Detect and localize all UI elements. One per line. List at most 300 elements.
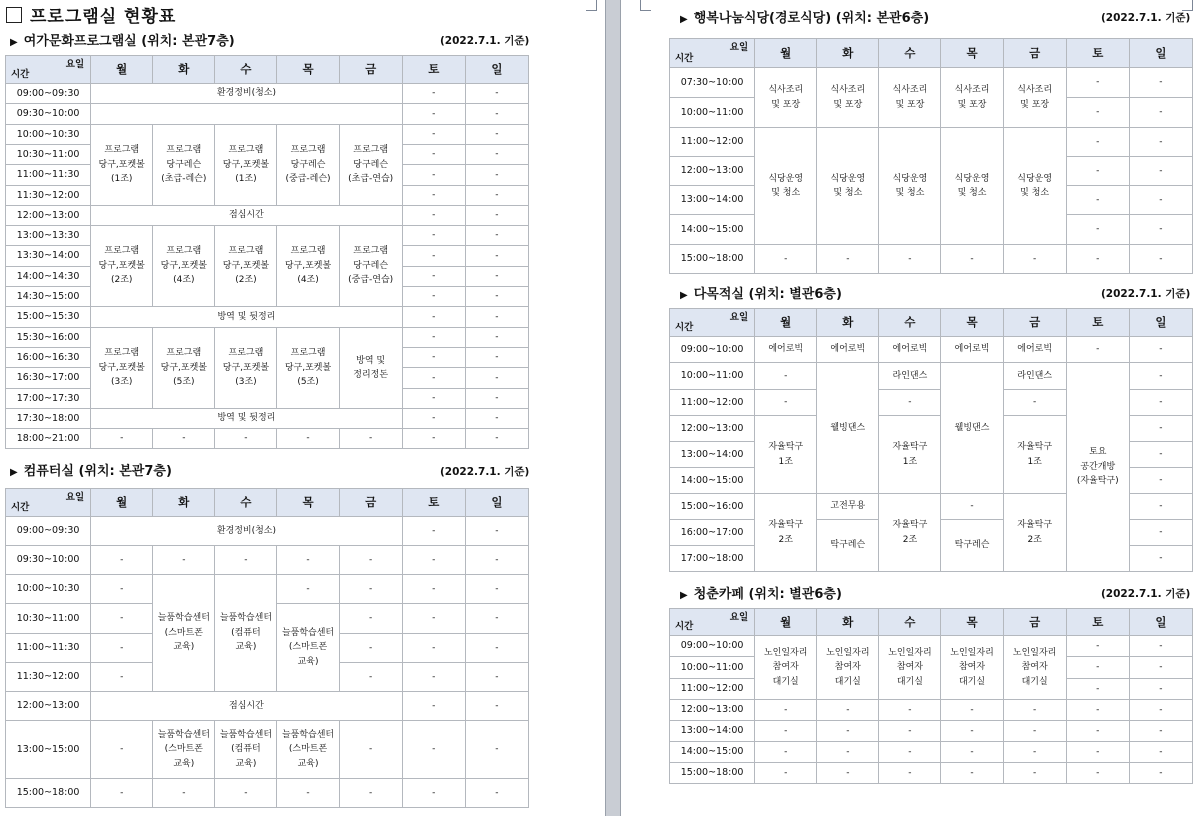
program-cell: 프로그램 당구레슨 (중급-연습) bbox=[339, 226, 402, 307]
dining-cell: 식당운영 및 청소 bbox=[879, 128, 941, 245]
program-cell: 에어로빅 bbox=[879, 337, 941, 363]
empty-cell: - bbox=[755, 390, 817, 416]
corner-header-cell bbox=[670, 309, 755, 337]
empty-cell: - bbox=[465, 779, 528, 808]
empty-cell: - bbox=[465, 546, 528, 575]
time-cell: 11:00~12:00 bbox=[670, 128, 755, 157]
day-header: 금 bbox=[1003, 39, 1066, 68]
time-axis-label: 시간 bbox=[675, 321, 694, 333]
program-cell: 프로그램 당구,포켓볼 (2조) bbox=[215, 226, 277, 307]
program-cell: 프로그램 당구,포켓볼 (3조) bbox=[91, 328, 153, 409]
empty-cell: - bbox=[465, 145, 528, 165]
learning-center-cell: 늘품학습센터 (스마트폰 교육) bbox=[277, 721, 339, 779]
empty-cell: - bbox=[1066, 721, 1129, 742]
empty-cell: - bbox=[941, 245, 1003, 274]
empty-cell: - bbox=[465, 721, 528, 779]
empty-cell: - bbox=[1129, 98, 1192, 128]
empty-cell: - bbox=[817, 763, 879, 784]
empty-cell: - bbox=[465, 267, 528, 287]
table-row bbox=[670, 337, 1193, 363]
empty-cell: - bbox=[465, 84, 528, 104]
program-cell: 프로그램 당구,포켓볼 (4조) bbox=[153, 226, 215, 307]
day-header: 화 bbox=[817, 309, 879, 337]
empty-cell: - bbox=[1003, 245, 1066, 274]
empty-cell: - bbox=[1066, 679, 1129, 700]
day-header: 토 bbox=[1066, 609, 1129, 636]
empty-cell: - bbox=[339, 663, 402, 692]
empty-cell: - bbox=[91, 634, 153, 663]
empty-cell: - bbox=[1129, 657, 1192, 679]
cafe-date: (2022.7.1. 기준) bbox=[1101, 588, 1191, 600]
empty-cell: - bbox=[465, 125, 528, 145]
empty-cell: - bbox=[1066, 68, 1129, 98]
time-cell: 14:00~15:00 bbox=[670, 468, 755, 494]
learning-center-cell: 늘품학습센터 (컴퓨터 교육) bbox=[215, 575, 277, 692]
day-header: 금 bbox=[1003, 309, 1066, 337]
empty-cell: - bbox=[402, 328, 465, 348]
time-cell: 10:00~10:30 bbox=[6, 125, 91, 145]
empty-cell: - bbox=[339, 634, 402, 663]
time-cell: 14:00~14:30 bbox=[6, 267, 91, 287]
crop-mark bbox=[586, 0, 597, 11]
empty-cell: - bbox=[465, 226, 528, 246]
day-header: 수 bbox=[215, 56, 277, 84]
program-cell: 자율탁구 1조 bbox=[755, 416, 817, 494]
empty-cell: - bbox=[402, 186, 465, 206]
program-cell: 라인댄스 bbox=[879, 363, 941, 390]
waiting-room-cell: 노인일자리 참여자 대기실 bbox=[879, 636, 941, 700]
cooking-cell: 식사조리 및 포장 bbox=[941, 68, 1003, 128]
empty-cell: - bbox=[465, 429, 528, 449]
table-row bbox=[670, 363, 1193, 390]
day-axis-label: 요일 bbox=[65, 59, 85, 70]
empty-cell: - bbox=[465, 517, 528, 546]
day-header: 토 bbox=[1066, 309, 1129, 337]
empty-cell: - bbox=[402, 226, 465, 246]
empty-cell: - bbox=[1066, 700, 1129, 721]
empty-cell: - bbox=[879, 245, 941, 274]
day-header: 화 bbox=[817, 609, 879, 636]
empty-cell: - bbox=[402, 663, 465, 692]
table-row bbox=[6, 125, 529, 145]
empty-cell: - bbox=[402, 125, 465, 145]
dining-cell: 식당운영 및 청소 bbox=[941, 128, 1003, 245]
empty-cell: - bbox=[402, 84, 465, 104]
cooking-cell: 식사조리 및 포장 bbox=[817, 68, 879, 128]
empty-cell: - bbox=[339, 575, 402, 604]
table-row bbox=[670, 245, 1193, 274]
empty-cell: - bbox=[277, 429, 339, 449]
table-row bbox=[670, 636, 1193, 657]
day-axis-label: 요일 bbox=[729, 312, 749, 323]
empty-cell: - bbox=[277, 546, 339, 575]
empty-cell: - bbox=[465, 575, 528, 604]
time-cell: 10:30~11:00 bbox=[6, 604, 91, 634]
program-cell: 에어로빅 bbox=[817, 337, 879, 363]
table-row bbox=[6, 409, 529, 429]
table-row bbox=[6, 328, 529, 348]
empty-cell: - bbox=[402, 368, 465, 389]
empty-cell: - bbox=[1066, 657, 1129, 679]
empty-cell: - bbox=[153, 779, 215, 808]
empty-cell: - bbox=[1129, 186, 1192, 215]
corner-header-cell bbox=[6, 56, 91, 84]
day-header: 일 bbox=[1129, 609, 1192, 636]
empty-cell: - bbox=[465, 604, 528, 634]
empty-cell: - bbox=[1129, 390, 1192, 416]
empty-cell: - bbox=[153, 546, 215, 575]
day-header: 월 bbox=[755, 39, 817, 68]
empty-cell: - bbox=[1066, 157, 1129, 186]
program-cell: 프로그램 당구레슨 (초급-연습) bbox=[339, 125, 402, 206]
empty-cell: - bbox=[1129, 700, 1192, 721]
time-cell: 17:00~18:00 bbox=[670, 546, 755, 572]
day-header: 수 bbox=[879, 609, 941, 636]
time-cell: 17:30~18:00 bbox=[6, 409, 91, 429]
cafe-title: ▶ 청춘카페 (위치: 별관6층) bbox=[680, 587, 842, 602]
corner-header-cell bbox=[670, 609, 755, 636]
time-cell: 13:30~14:00 bbox=[6, 246, 91, 267]
empty-cell: - bbox=[879, 721, 941, 742]
empty-cell: - bbox=[1003, 763, 1066, 784]
time-cell: 12:00~13:00 bbox=[6, 206, 91, 226]
table-row bbox=[6, 517, 529, 546]
empty-cell: - bbox=[91, 721, 153, 779]
table-row bbox=[6, 84, 529, 104]
empty-cell: - bbox=[402, 145, 465, 165]
program-cell: 자율탁구 1조 bbox=[879, 416, 941, 494]
empty-cell: - bbox=[465, 409, 528, 429]
empty-cell: - bbox=[402, 246, 465, 267]
time-axis-label: 시간 bbox=[11, 501, 30, 513]
time-axis-label: 시간 bbox=[675, 52, 694, 64]
program-cell: 프로그램 당구,포켓볼 (1조) bbox=[215, 125, 277, 206]
learning-center-cell: 늘품학습센터 (스마트폰 교육) bbox=[277, 604, 339, 692]
empty-cell: - bbox=[941, 763, 1003, 784]
blank-cell bbox=[91, 104, 403, 125]
empty-cell: - bbox=[91, 604, 153, 634]
empty-cell: - bbox=[1129, 763, 1192, 784]
program-cell: 탁구레슨 bbox=[941, 520, 1003, 572]
empty-cell: - bbox=[402, 348, 465, 368]
time-cell: 13:00~13:30 bbox=[6, 226, 91, 246]
empty-cell: - bbox=[755, 363, 817, 390]
time-cell: 10:30~11:00 bbox=[6, 145, 91, 165]
checkbox-icon bbox=[6, 7, 22, 23]
day-header: 수 bbox=[879, 309, 941, 337]
empty-cell: - bbox=[402, 517, 465, 546]
empty-cell: - bbox=[339, 779, 402, 808]
program-cell: 프로그램 당구레슨 (중급-레슨) bbox=[277, 125, 339, 206]
empty-cell: - bbox=[465, 634, 528, 663]
table-row bbox=[6, 779, 529, 808]
empty-cell: - bbox=[215, 779, 277, 808]
day-header: 토 bbox=[402, 56, 465, 84]
day-header: 목 bbox=[941, 39, 1003, 68]
time-cell: 17:00~17:30 bbox=[6, 389, 91, 409]
program-cell: 에어로빅 bbox=[755, 337, 817, 363]
empty-cell: - bbox=[339, 721, 402, 779]
day-header: 일 bbox=[1129, 309, 1192, 337]
multi-schedule-table bbox=[669, 308, 1193, 572]
time-cell: 16:00~16:30 bbox=[6, 348, 91, 368]
empty-cell: - bbox=[1066, 128, 1129, 157]
empty-cell: - bbox=[153, 429, 215, 449]
empty-cell: - bbox=[1066, 245, 1129, 274]
empty-cell: - bbox=[879, 763, 941, 784]
empty-cell: - bbox=[817, 700, 879, 721]
table-row bbox=[6, 575, 529, 604]
empty-cell: - bbox=[1129, 363, 1192, 390]
empty-cell: - bbox=[1129, 416, 1192, 442]
empty-cell: - bbox=[465, 348, 528, 368]
empty-cell: - bbox=[465, 104, 528, 125]
multi-date: (2022.7.1. 기준) bbox=[1101, 288, 1191, 300]
time-axis-label: 시간 bbox=[675, 620, 694, 632]
program-cell: 프로그램 당구,포켓볼 (1조) bbox=[91, 125, 153, 206]
empty-cell: - bbox=[339, 604, 402, 634]
waiting-room-cell: 노인일자리 참여자 대기실 bbox=[755, 636, 817, 700]
empty-cell: - bbox=[1129, 337, 1192, 363]
dining-cell: 식당운영 및 청소 bbox=[755, 128, 817, 245]
empty-cell: - bbox=[879, 390, 941, 416]
table-row bbox=[6, 429, 529, 449]
empty-cell: - bbox=[339, 546, 402, 575]
cafeteria-date: (2022.7.1. 기준) bbox=[1101, 12, 1191, 24]
program-cell: 고전무용 bbox=[817, 494, 879, 520]
time-cell: 11:00~11:30 bbox=[6, 165, 91, 186]
time-cell: 11:00~12:00 bbox=[670, 679, 755, 700]
empty-cell: - bbox=[402, 287, 465, 307]
day-header: 월 bbox=[755, 609, 817, 636]
empty-cell: - bbox=[465, 368, 528, 389]
program-cell: 웰빙댄스 bbox=[817, 363, 879, 494]
multi-title: ▶ 다목적실 (위치: 별관6층) bbox=[680, 287, 842, 302]
leisure-title: ▶ 여가문화프로그램실 (위치: 본관7층) bbox=[10, 34, 235, 49]
time-cell: 13:00~14:00 bbox=[670, 442, 755, 468]
day-axis-label: 요일 bbox=[729, 612, 749, 623]
page-gutter bbox=[605, 0, 621, 816]
crop-mark bbox=[640, 0, 651, 11]
program-cell: 프로그램 당구,포켓볼 (4조) bbox=[277, 226, 339, 307]
day-header: 수 bbox=[879, 39, 941, 68]
empty-cell: - bbox=[465, 692, 528, 721]
empty-cell: - bbox=[1129, 636, 1192, 657]
time-cell: 11:30~12:00 bbox=[6, 186, 91, 206]
empty-cell: - bbox=[1003, 390, 1066, 416]
disinfect-cell: 방역 및 뒷정리 bbox=[91, 409, 403, 429]
empty-cell: - bbox=[1066, 636, 1129, 657]
time-cell: 15:00~16:00 bbox=[670, 494, 755, 520]
table-row bbox=[6, 692, 529, 721]
empty-cell: - bbox=[941, 700, 1003, 721]
program-cell: 에어로빅 bbox=[1003, 337, 1066, 363]
empty-cell: - bbox=[1066, 337, 1129, 363]
table-row bbox=[670, 721, 1193, 742]
learning-center-cell: 늘품학습센터 (스마트폰 교육) bbox=[153, 721, 215, 779]
program-cell: 자율탁구 2조 bbox=[755, 494, 817, 572]
corner-header-cell bbox=[6, 489, 91, 517]
leisure-schedule-table bbox=[5, 55, 529, 449]
empty-cell: - bbox=[339, 429, 402, 449]
empty-cell: - bbox=[1129, 215, 1192, 245]
program-cell: 자율탁구 1조 bbox=[1003, 416, 1066, 494]
day-header: 화 bbox=[153, 56, 215, 84]
cafe-schedule-table bbox=[669, 608, 1193, 784]
disinfect-cell: 방역 및 뒷정리 bbox=[91, 307, 403, 328]
day-header: 화 bbox=[153, 489, 215, 517]
learning-center-cell: 늘품학습센터 (컴퓨터 교육) bbox=[215, 721, 277, 779]
day-header: 월 bbox=[755, 309, 817, 337]
empty-cell: - bbox=[277, 779, 339, 808]
day-header: 토 bbox=[1066, 39, 1129, 68]
empty-cell: - bbox=[402, 604, 465, 634]
time-cell: 16:30~17:00 bbox=[6, 368, 91, 389]
empty-cell: - bbox=[755, 721, 817, 742]
empty-cell: - bbox=[402, 206, 465, 226]
time-cell: 07:30~10:00 bbox=[670, 68, 755, 98]
time-cell: 09:00~10:00 bbox=[670, 337, 755, 363]
dining-cell: 식당운영 및 청소 bbox=[1003, 128, 1066, 245]
empty-cell: - bbox=[1129, 157, 1192, 186]
time-cell: 15:30~16:00 bbox=[6, 328, 91, 348]
empty-cell: - bbox=[465, 307, 528, 328]
empty-cell: - bbox=[817, 742, 879, 763]
time-cell: 11:00~11:30 bbox=[6, 634, 91, 663]
empty-cell: - bbox=[1066, 742, 1129, 763]
time-cell: 10:00~10:30 bbox=[6, 575, 91, 604]
empty-cell: - bbox=[465, 389, 528, 409]
time-cell: 13:00~14:00 bbox=[670, 186, 755, 215]
day-header: 월 bbox=[91, 489, 153, 517]
empty-cell: - bbox=[1129, 68, 1192, 98]
program-cell: 웰빙댄스 bbox=[941, 363, 1003, 494]
empty-cell: - bbox=[879, 742, 941, 763]
day-header: 금 bbox=[1003, 609, 1066, 636]
empty-cell: - bbox=[465, 165, 528, 186]
learning-center-cell: 늘품학습센터 (스마트폰 교육) bbox=[153, 575, 215, 692]
cafeteria-schedule-table bbox=[669, 38, 1193, 274]
dining-cell: 식당운영 및 청소 bbox=[817, 128, 879, 245]
empty-cell: - bbox=[465, 328, 528, 348]
empty-cell: - bbox=[1003, 742, 1066, 763]
cafeteria-title: ▶ 행복나눔식당(경로식당) (위치: 본관6층) bbox=[680, 11, 930, 26]
time-cell: 10:00~11:00 bbox=[670, 657, 755, 679]
triangle-icon: ▶ bbox=[680, 14, 688, 25]
program-cell: 프로그램 당구,포켓볼 (5조) bbox=[277, 328, 339, 409]
lunch-cell: 점심시간 bbox=[91, 692, 403, 721]
time-cell: 15:00~15:30 bbox=[6, 307, 91, 328]
empty-cell: - bbox=[91, 779, 153, 808]
table-row bbox=[670, 742, 1193, 763]
time-cell: 12:00~13:00 bbox=[6, 692, 91, 721]
empty-cell: - bbox=[1129, 468, 1192, 494]
empty-cell: - bbox=[91, 575, 153, 604]
empty-cell: - bbox=[465, 186, 528, 206]
time-cell: 13:00~14:00 bbox=[670, 721, 755, 742]
saturday-open-cell: 토요 공간개방 (자율탁구) bbox=[1066, 363, 1129, 572]
triangle-icon: ▶ bbox=[10, 467, 18, 478]
empty-cell: - bbox=[1129, 546, 1192, 572]
time-cell: 16:00~17:00 bbox=[670, 520, 755, 546]
empty-cell: - bbox=[941, 742, 1003, 763]
triangle-icon: ▶ bbox=[10, 37, 18, 48]
time-cell: 14:30~15:00 bbox=[6, 287, 91, 307]
empty-cell: - bbox=[755, 742, 817, 763]
empty-cell: - bbox=[1129, 679, 1192, 700]
program-cell: 프로그램 당구,포켓볼 (5조) bbox=[153, 328, 215, 409]
table-row bbox=[670, 128, 1193, 157]
empty-cell: - bbox=[941, 494, 1003, 520]
program-cell: 에어로빅 bbox=[941, 337, 1003, 363]
day-header: 일 bbox=[1129, 39, 1192, 68]
table-row bbox=[6, 104, 529, 125]
day-header: 목 bbox=[941, 309, 1003, 337]
time-cell: 18:00~21:00 bbox=[6, 429, 91, 449]
cooking-cell: 식사조리 및 포장 bbox=[879, 68, 941, 128]
day-header: 목 bbox=[941, 609, 1003, 636]
cleaning-cell: 환경정비(청소) bbox=[91, 517, 403, 546]
program-cell: 프로그램 당구,포켓볼 (2조) bbox=[91, 226, 153, 307]
empty-cell: - bbox=[1129, 494, 1192, 520]
table-row bbox=[6, 206, 529, 226]
table-row bbox=[6, 546, 529, 575]
empty-cell: - bbox=[1003, 700, 1066, 721]
empty-cell: - bbox=[91, 546, 153, 575]
time-cell: 09:30~10:00 bbox=[6, 104, 91, 125]
empty-cell: - bbox=[1129, 128, 1192, 157]
table-row bbox=[6, 307, 529, 328]
program-cell: 라인댄스 bbox=[1003, 363, 1066, 390]
empty-cell: - bbox=[465, 206, 528, 226]
time-cell: 13:00~15:00 bbox=[6, 721, 91, 779]
empty-cell: - bbox=[465, 287, 528, 307]
empty-cell: - bbox=[402, 104, 465, 125]
empty-cell: - bbox=[1003, 721, 1066, 742]
waiting-room-cell: 노인일자리 참여자 대기실 bbox=[817, 636, 879, 700]
program-cell: 프로그램 당구,포켓볼 (3조) bbox=[215, 328, 277, 409]
waiting-room-cell: 노인일자리 참여자 대기실 bbox=[941, 636, 1003, 700]
empty-cell: - bbox=[402, 779, 465, 808]
cooking-cell: 식사조리 및 포장 bbox=[1003, 68, 1066, 128]
empty-cell: - bbox=[277, 575, 339, 604]
empty-cell: - bbox=[755, 763, 817, 784]
day-header: 토 bbox=[402, 489, 465, 517]
empty-cell: - bbox=[215, 546, 277, 575]
empty-cell: - bbox=[879, 700, 941, 721]
empty-cell: - bbox=[1066, 186, 1129, 215]
page-title bbox=[6, 2, 176, 27]
program-cell: 탁구레슨 bbox=[817, 520, 879, 572]
empty-cell: - bbox=[1066, 763, 1129, 784]
time-cell: 09:30~10:00 bbox=[6, 546, 91, 575]
empty-cell: - bbox=[402, 692, 465, 721]
empty-cell: - bbox=[402, 389, 465, 409]
empty-cell: - bbox=[1129, 520, 1192, 546]
computer-date: (2022.7.1. 기준) bbox=[440, 466, 530, 478]
time-cell: 12:00~13:00 bbox=[670, 700, 755, 721]
time-cell: 14:00~15:00 bbox=[670, 215, 755, 245]
empty-cell: - bbox=[402, 575, 465, 604]
corner-header-cell bbox=[670, 39, 755, 68]
time-cell: 09:00~09:30 bbox=[6, 84, 91, 104]
empty-cell: - bbox=[755, 700, 817, 721]
time-cell: 11:00~12:00 bbox=[670, 390, 755, 416]
empty-cell: - bbox=[941, 721, 1003, 742]
day-header: 금 bbox=[339, 489, 402, 517]
empty-cell: - bbox=[1129, 742, 1192, 763]
time-axis-label: 시간 bbox=[11, 68, 30, 80]
